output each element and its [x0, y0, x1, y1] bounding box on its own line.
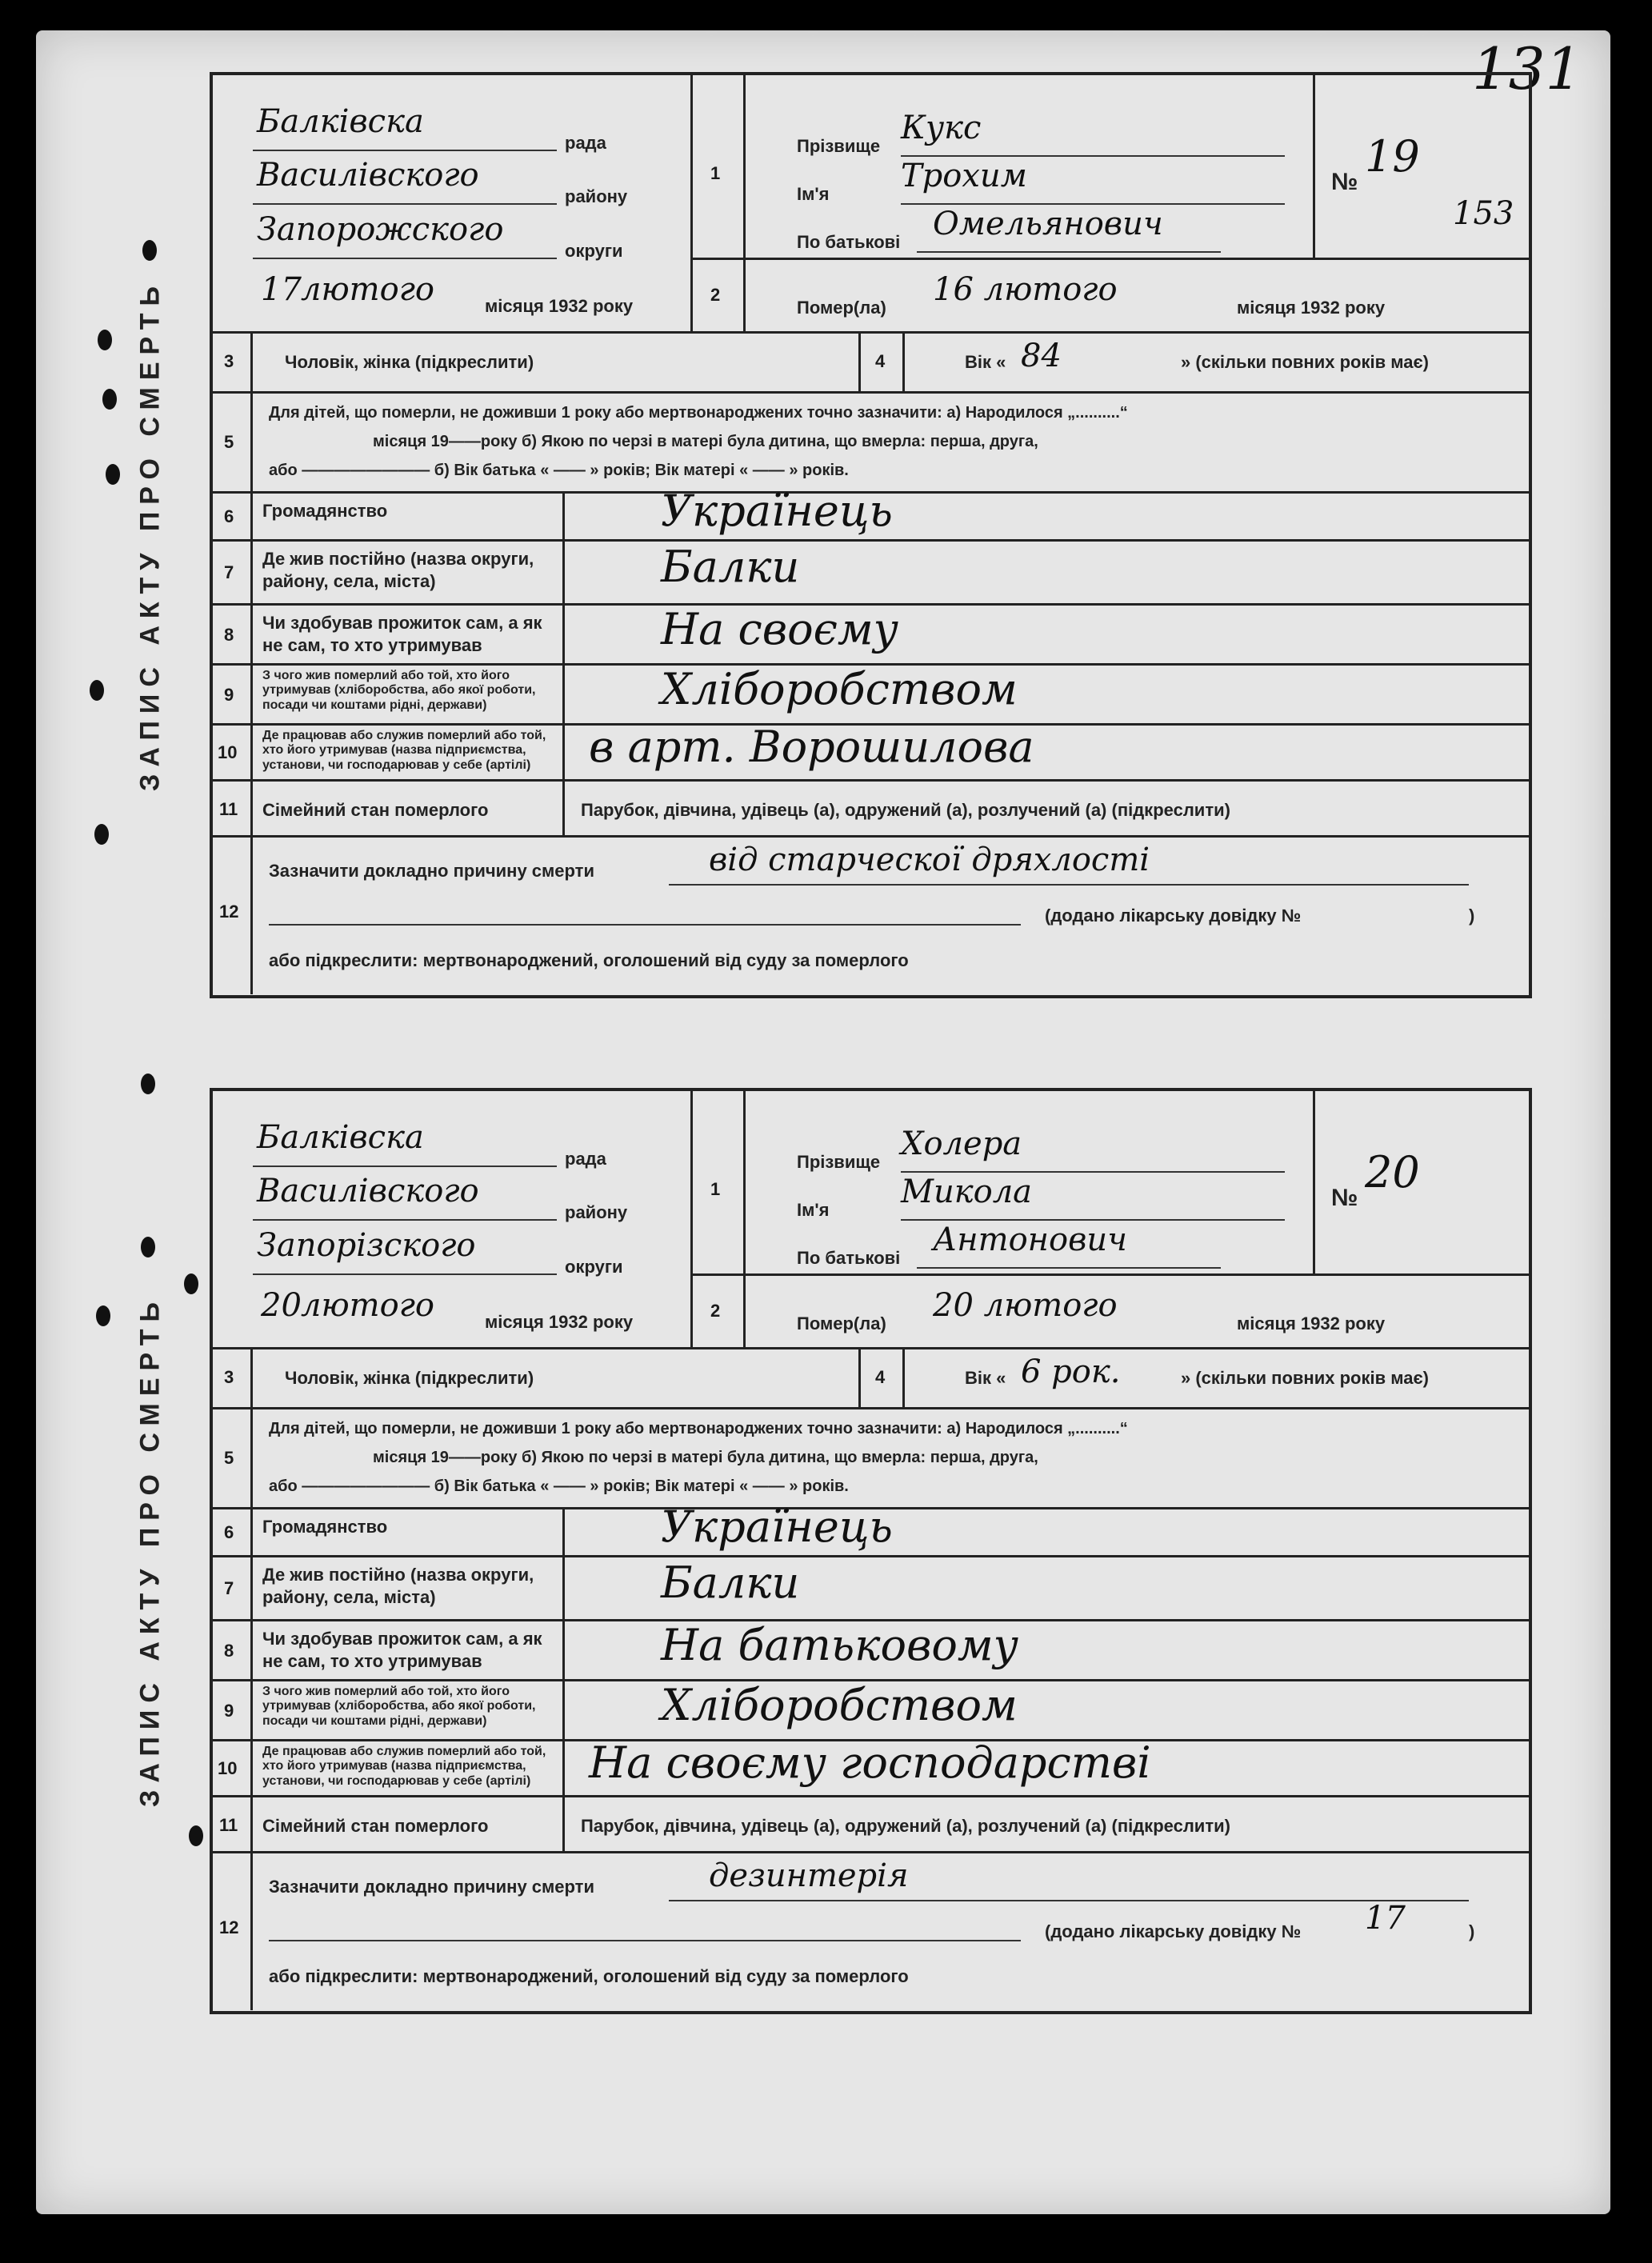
header-split [693, 1273, 1529, 1276]
row-1-number: 1 [710, 1179, 721, 1199]
r11-value: Парубок, дівчина, удівець (а), одружений (а), розлучений (а) (підкреслити) [581, 800, 1230, 820]
row-7 [213, 1555, 1529, 1621]
r5-line3: або ———————— б) Вік батька « —— » років; Вік матері « —— » років. [269, 1477, 849, 1495]
row-9 [213, 663, 1529, 726]
death-year-label: місяця 1932 року [1237, 298, 1386, 318]
surname-label: Прізвище [797, 136, 881, 156]
r9-label: З чого жив померлий або той, хто його утримував (хліборобства, або якої роботи, посади чи коштами рідні, держави) [262, 669, 536, 712]
r12-cert-close: ) [1469, 906, 1475, 926]
r12-number: 12 [219, 902, 239, 922]
r5-number: 5 [224, 432, 234, 452]
binder-hole [189, 1825, 203, 1846]
r3-cell [253, 1349, 861, 1409]
death-year-label: місяця 1932 року [1237, 1313, 1386, 1333]
header-block [213, 1091, 1529, 1347]
row-3-4 [213, 331, 1529, 394]
row-6 [213, 486, 1529, 542]
r12-cert-no: 17 [1365, 1900, 1406, 1937]
name-label: Ім'я [797, 184, 830, 204]
number-label: № [1331, 1185, 1358, 1211]
r9-number: 9 [224, 1700, 234, 1721]
handwritten-district: Василівского [257, 157, 479, 194]
row-1-number: 1 [710, 163, 721, 183]
handwritten-okrug: Запорожского [257, 211, 504, 248]
death-date-value: 16 лютого [933, 271, 1118, 308]
record-number: 19 [1365, 131, 1420, 182]
r12-cert-label: (додано лікарську довідку № [1045, 1921, 1302, 1941]
row-12 [213, 835, 1529, 994]
r11-value: Парубок, дівчина, удівець (а), одружений (а), розлучений (а) (підкреслити) [581, 1816, 1230, 1836]
row-2-number: 2 [710, 1301, 721, 1321]
r6-label: Громадянство [262, 1517, 388, 1537]
council-line [253, 1165, 557, 1167]
r5-line1: Для дітей, що померли, не доживши 1 року або мертвонароджених точно зазначити: а) Народилося „..........“ [269, 1420, 1128, 1437]
council-label: рада [565, 1149, 606, 1169]
r8-number: 8 [224, 1640, 234, 1661]
r10-number: 10 [218, 742, 238, 762]
patronymic-line [917, 1267, 1221, 1269]
r3-cell [253, 334, 861, 394]
okrug-line [253, 1273, 557, 1275]
r4-label-before: Вік « [965, 1368, 1006, 1388]
r7-value: Балки [661, 542, 800, 592]
district-label: району [565, 1202, 628, 1222]
r5-number: 5 [224, 1448, 234, 1468]
r12-note: або підкреслити: мертвонароджений, оголошений від суду за померлого [269, 950, 909, 970]
surname-value: Холера [901, 1126, 1022, 1162]
row-11 [213, 779, 1529, 838]
r6-value: Українець [661, 486, 893, 536]
r11-label: Сімейний стан померлого [262, 800, 489, 820]
name-line [901, 1219, 1285, 1221]
r9-value: Хліборобством [661, 663, 1018, 714]
r7-label: Де жив постійно (назва округи, району, села, міста) [262, 1565, 534, 1607]
r5-line2: місяця 19——року б) Якою по черзі в матері була дитина, що вмерла: перша, друга, [373, 1449, 1038, 1466]
row-3-4 [213, 1347, 1529, 1409]
r11-number: 11 [219, 1815, 238, 1835]
name-label: Ім'я [797, 1200, 830, 1220]
r11-number: 11 [219, 799, 238, 819]
binder-hole [90, 680, 104, 701]
r7-number: 7 [224, 562, 234, 582]
r6-number: 6 [224, 1522, 234, 1542]
reg-day: 20 [261, 1287, 302, 1324]
council-line [253, 150, 557, 151]
r12-line2 [269, 924, 1021, 926]
side-title-text: ЗАПИС АКТУ ПРО СМЕРТЬ [134, 1295, 166, 1807]
r8-value: На своєму [661, 603, 898, 654]
side-title-text: ЗАПИС АКТУ ПРО СМЕРТЬ [134, 279, 166, 791]
row-10 [213, 723, 1529, 782]
row-8 [213, 603, 1529, 666]
row-6 [213, 1501, 1529, 1557]
binder-hole [184, 1273, 198, 1294]
district-line [253, 1219, 557, 1221]
r5-line1: Для дітей, що померли, не доживши 1 року або мертвонароджених точно зазначити: а) Народилося „..........“ [269, 404, 1128, 422]
patronymic-value: Антонович [933, 1221, 1128, 1258]
name-line [901, 203, 1285, 205]
handwritten-council: Балківска [257, 1119, 424, 1156]
record-number: 20 [1365, 1147, 1420, 1197]
r5-line3: або ———————— б) Вік батька « —— » років; Вік матері « —— » років. [269, 462, 849, 479]
reg-month: лютого [301, 271, 434, 308]
r4-label-after: » (скільки повних років має) [1181, 352, 1429, 372]
surname-value: Кукс [901, 110, 982, 146]
name-value: Микола [901, 1173, 1033, 1210]
r6-number: 6 [224, 506, 234, 526]
r12-cert-label: (додано лікарську довідку № [1045, 906, 1302, 926]
r4-number: 4 [875, 1367, 886, 1387]
death-label: Помер(ла) [797, 298, 886, 318]
r6-label: Громадянство [262, 501, 388, 521]
r10-number: 10 [218, 1758, 238, 1778]
okrug-label: округи [565, 241, 623, 261]
reg-month: лютого [301, 1287, 434, 1324]
patronymic-value: Омельянович [933, 206, 1163, 242]
okrug-label: округи [565, 1257, 623, 1277]
death-record-form-19 [134, 72, 1532, 998]
r10-label: Де працював або служив померлий або той, хто його утримував (назва підприємства, установи, чи господарював у себе (артілі) [262, 1745, 546, 1788]
r8-value: На батьковому [661, 1619, 1019, 1670]
number-box [1313, 1091, 1315, 1273]
number-box [1313, 75, 1315, 258]
r7-value: Балки [661, 1557, 800, 1608]
r12-note: або підкреслити: мертвонароджений, оголошений від суду за померлого [269, 1966, 909, 1986]
page-number: 131 [1472, 35, 1582, 102]
binder-hole [102, 389, 117, 410]
row-11 [213, 1795, 1529, 1853]
record-number-extra: 153 [1453, 195, 1514, 232]
r4-age: 6 рок. [1021, 1353, 1121, 1390]
r4-number: 4 [875, 351, 886, 371]
district-line [253, 203, 557, 205]
r7-label: Де жив постійно (назва округи, району, села, міста) [262, 549, 534, 591]
r4-label-after: » (скільки повних років має) [1181, 1368, 1429, 1388]
surname-line [901, 155, 1285, 157]
r8-number: 8 [224, 624, 234, 645]
r12-label: Зазначити докладно причину смерти [269, 1877, 594, 1897]
r11-label: Сімейний стан померлого [262, 1816, 489, 1836]
row-5 [213, 1407, 1529, 1509]
name-value: Трохим [901, 158, 1027, 194]
handwritten-council: Балківска [257, 103, 424, 140]
binder-hole [94, 824, 109, 845]
death-label: Помер(ла) [797, 1313, 886, 1333]
row-9 [213, 1679, 1529, 1741]
r9-value: Хліборобством [661, 1679, 1018, 1730]
handwritten-okrug: Запорізского [257, 1227, 476, 1264]
side-title [118, 75, 182, 995]
header-block [213, 75, 1529, 331]
r12-cert-close: ) [1469, 1921, 1475, 1941]
r5-line2: місяця 19——року б) Якою по черзі в матері була дитина, що вмерла: перша, друга, [373, 433, 1038, 450]
number-label: № [1331, 169, 1358, 195]
r3-label: Чоловік, жінка (підкреслити) [285, 1368, 534, 1388]
r9-label: З чого жив померлий або той, хто його утримував (хліборобства, або якої роботи, посади чи коштами рідні, держави) [262, 1685, 536, 1728]
row-5 [213, 391, 1529, 494]
reg-date-label: місяця 1932 року [485, 296, 634, 316]
surname-label: Прізвище [797, 1152, 881, 1172]
side-title [118, 1091, 182, 2011]
r10-value: На своєму господарстві [589, 1737, 1151, 1788]
handwritten-district: Василівского [257, 1173, 479, 1209]
r12-cause: дезинтерія [709, 1857, 909, 1894]
okrug-line [253, 258, 557, 259]
r12-cause-line [669, 884, 1469, 886]
patronymic-line [917, 251, 1221, 253]
r8-label: Чи здобував прожиток сам, а як не сам, то хто утримував [262, 1629, 542, 1671]
surname-line [901, 1171, 1285, 1173]
row-10 [213, 1739, 1529, 1797]
death-date-value: 20 лютого [933, 1287, 1118, 1324]
row-2-number: 2 [710, 285, 721, 305]
binder-hole [96, 1305, 110, 1326]
r12-cause: від старческої дряхлості [709, 842, 1150, 878]
r4-age: 84 [1021, 338, 1062, 374]
binder-hole [98, 330, 112, 350]
r7-number: 7 [224, 1578, 234, 1598]
council-label: рада [565, 133, 606, 153]
reg-date-label: місяця 1932 року [485, 1312, 634, 1332]
r4-label-before: Вік « [965, 352, 1006, 372]
district-label: району [565, 186, 628, 206]
r12-label: Зазначити докладно причину смерти [269, 861, 594, 881]
r3-number: 3 [224, 1367, 234, 1387]
row-12 [213, 1851, 1529, 2010]
r12-line2 [269, 1940, 1021, 1941]
r3-label: Чоловік, жінка (підкреслити) [285, 352, 534, 372]
r8-label: Чи здобував прожиток сам, а як не сам, то хто утримував [262, 613, 542, 655]
reg-day: 17 [261, 271, 302, 308]
patronymic-label: По батькові [797, 1248, 901, 1268]
r12-cause-line [669, 1900, 1469, 1901]
row-8 [213, 1619, 1529, 1681]
r10-label: Де працював або служив померлий або той, хто його утримував (назва підприємства, установи, чи господарював у себе (артілі) [262, 729, 546, 772]
header-split [693, 258, 1529, 260]
r3-number: 3 [224, 351, 234, 371]
r6-value: Українець [661, 1501, 893, 1552]
r12-number: 12 [219, 1917, 239, 1937]
row-7 [213, 539, 1529, 606]
r9-number: 9 [224, 684, 234, 705]
patronymic-label: По батькові [797, 232, 901, 252]
r10-value: в арт. Ворошилова [589, 722, 1034, 772]
death-record-form-20 [134, 1088, 1532, 2014]
